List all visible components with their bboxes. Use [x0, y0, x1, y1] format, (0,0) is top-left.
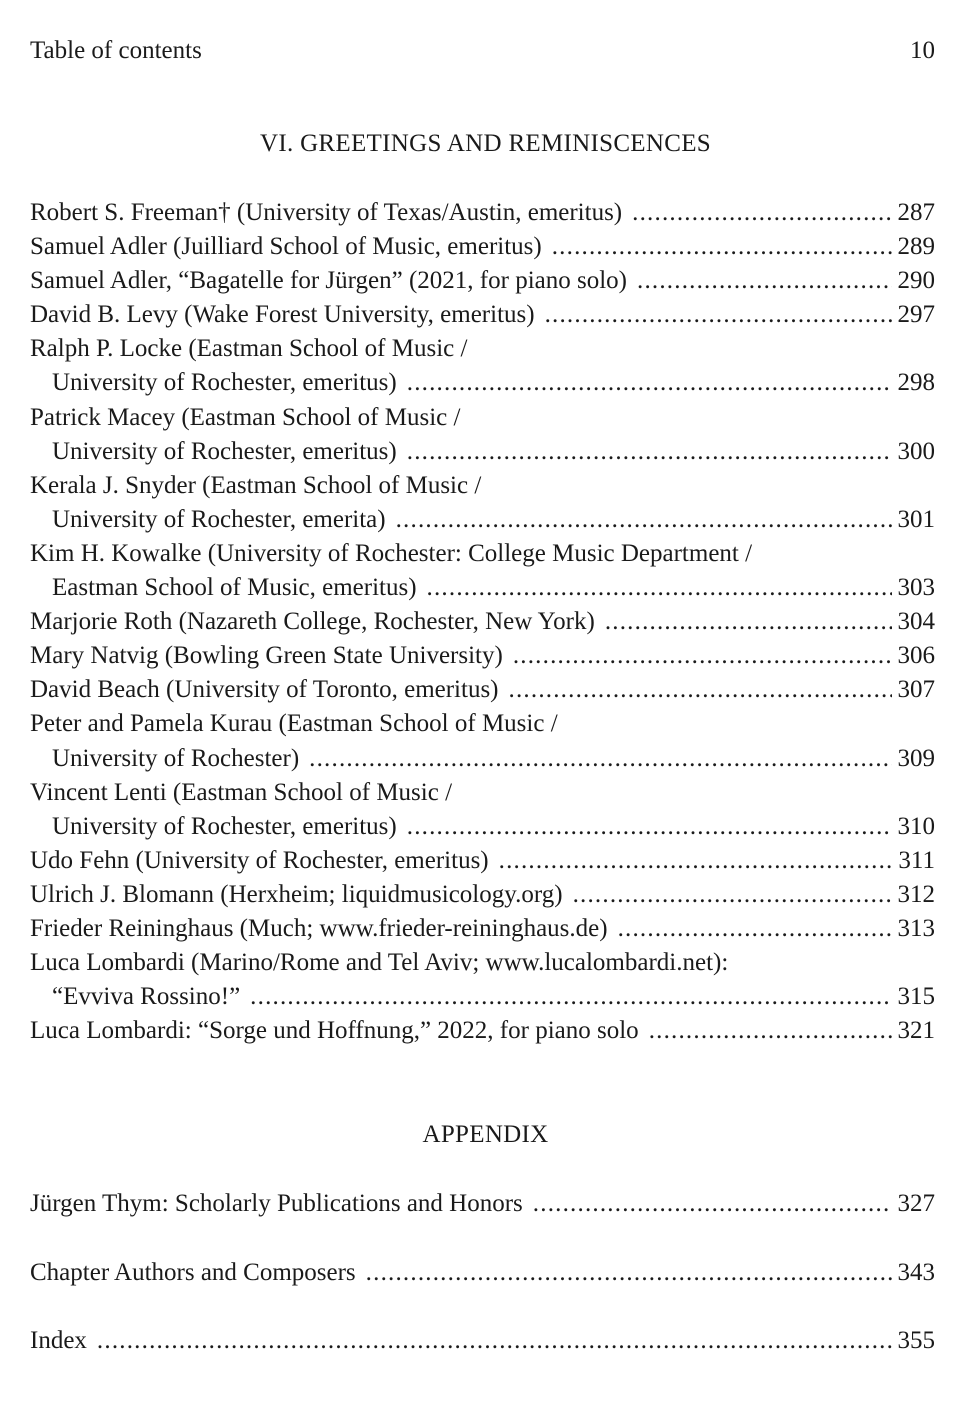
- toc-entry-page-number: 355: [897, 1327, 935, 1355]
- toc-entry-line: [30, 469, 935, 503]
- toc-entry-page-number: 321: [897, 1017, 935, 1045]
- toc-entry-page-number: 300: [897, 437, 935, 465]
- toc-entry-line: [30, 844, 935, 878]
- dot-leader: [407, 435, 892, 469]
- toc-entry-title: Ulrich J. Blomann (Herxheim; liquidmusicology.org): [30, 880, 563, 908]
- toc-entry-line: [30, 435, 935, 469]
- toc-entry-page-number: 289: [897, 233, 935, 261]
- dot-leader: [533, 1187, 892, 1221]
- toc-entry-line: [30, 1014, 935, 1048]
- dot-leader: [632, 196, 891, 230]
- toc-entry-title: Index: [30, 1327, 87, 1355]
- toc-entry[interactable]: [30, 264, 935, 298]
- toc-entry[interactable]: [30, 878, 935, 912]
- dot-leader: [250, 980, 891, 1014]
- toc-entry-line: [30, 742, 935, 776]
- section-heading-appendix: APPENDIX: [422, 1121, 549, 1148]
- dot-leader: [499, 844, 893, 878]
- toc-entry-line: [30, 571, 935, 605]
- toc-entry-title: Mary Natvig (Bowling Green State University): [30, 642, 503, 670]
- dot-leader: [427, 571, 892, 605]
- toc-entry-title: Marjorie Roth (Nazareth College, Rochester, New York): [30, 608, 595, 636]
- toc-entry-page-number: 298: [897, 369, 935, 397]
- dot-leader: [618, 912, 892, 946]
- toc-entry[interactable]: [30, 673, 935, 707]
- toc-entry-title: Eastman School of Music, emeritus): [52, 574, 417, 602]
- dot-leader: [366, 1256, 892, 1290]
- toc-entry[interactable]: [30, 707, 935, 775]
- toc-entry-title: University of Rochester, emerita): [52, 505, 386, 533]
- dot-leader: [573, 878, 892, 912]
- toc-entry-page-number: 312: [897, 880, 935, 908]
- dot-leader: [309, 742, 891, 776]
- toc-entry-page-number: 297: [897, 301, 935, 329]
- running-header: [30, 34, 935, 68]
- toc-entry-title: “Evviva Rossino!”: [52, 983, 241, 1011]
- toc-entry-title: Kerala J. Snyder (Eastman School of Music /: [30, 471, 482, 499]
- toc-entry-line: [30, 878, 935, 912]
- section-heading-greetings: VI. GREETINGS AND REMINISCENCES: [260, 130, 711, 157]
- toc-entry-title: Chapter Authors and Composers: [30, 1258, 356, 1286]
- toc-entry-line: [30, 537, 935, 571]
- toc-entry-line: [30, 980, 935, 1014]
- toc-entry-line: [30, 912, 935, 946]
- toc-entry-title: Jürgen Thym: Scholarly Publications and Honors: [30, 1190, 523, 1217]
- toc-entry[interactable]: [30, 230, 935, 264]
- toc-entry-line: [30, 298, 935, 332]
- toc-entry-line: [30, 776, 935, 810]
- dot-leader: [407, 810, 892, 844]
- toc-entry-line: [30, 332, 935, 366]
- toc-entry-title: Luca Lombardi: “Sorge und Hoffnung,” 2022, for piano solo: [30, 1017, 639, 1045]
- toc-entry-page-number: 310: [897, 812, 935, 840]
- toc-entry[interactable]: [30, 196, 935, 230]
- toc-entry-line: [30, 401, 935, 435]
- toc-entry-line: [30, 196, 935, 230]
- toc-entry[interactable]: [30, 401, 935, 469]
- toc-entry-page-number: 287: [897, 199, 935, 226]
- toc-entry-page-number: 315: [897, 983, 935, 1011]
- toc-entry-title: Vincent Lenti (Eastman School of Music /: [30, 778, 453, 806]
- dot-leader: [396, 503, 892, 537]
- toc-entry[interactable]: [30, 537, 935, 605]
- toc-entry[interactable]: [30, 605, 935, 639]
- toc-entry-title: Frieder Reininghaus (Much; www.frieder-reininghaus.de): [30, 914, 608, 942]
- toc-entry-line: [30, 1187, 935, 1221]
- toc-entry-title: Ralph P. Locke (Eastman School of Music /: [30, 335, 468, 363]
- toc-entry-title: Udo Fehn (University of Rochester, emeritus): [30, 846, 489, 874]
- toc-entry-title: Samuel Adler (Juilliard School of Music, emeritus): [30, 233, 542, 261]
- toc-entry-page-number: 301: [897, 505, 935, 533]
- toc-entry[interactable]: [30, 776, 935, 844]
- toc-entry[interactable]: [30, 1324, 935, 1358]
- toc-entry-title: David Beach (University of Toronto, emeritus): [30, 676, 499, 704]
- toc-entry-line: [30, 605, 935, 639]
- toc-entry[interactable]: [30, 1256, 935, 1290]
- toc-entry-title: Robert S. Freeman† (University of Texas/Austin, emeritus): [30, 199, 623, 226]
- dot-leader: [545, 298, 892, 332]
- toc-entry-line: [30, 639, 935, 673]
- toc-entry-title: David B. Levy (Wake Forest University, emeritus): [30, 301, 535, 329]
- toc-entry-page-number: 306: [897, 642, 935, 670]
- toc-list-greetings: [30, 196, 935, 1048]
- toc-entry-line: [30, 503, 935, 537]
- toc-entry-line: [30, 946, 935, 980]
- toc-entry[interactable]: [30, 332, 935, 400]
- toc-list-appendix: [30, 1187, 935, 1393]
- dot-leader: [97, 1324, 892, 1358]
- toc-entry-line: [30, 264, 935, 298]
- toc-entry-page-number: 309: [897, 744, 935, 772]
- dot-leader: [605, 605, 892, 639]
- toc-entry-title: Samuel Adler, “Bagatelle for Jürgen” (2021, for piano solo): [30, 267, 627, 295]
- toc-entry[interactable]: [30, 1187, 935, 1221]
- toc-entry-line: [30, 707, 935, 741]
- dot-leader: [552, 230, 892, 264]
- toc-entry-title: Kim H. Kowalke (University of Rochester: College Music Department /: [30, 539, 753, 567]
- running-header-title: Table of contents: [30, 37, 202, 64]
- toc-entry-page-number: 327: [897, 1190, 935, 1217]
- toc-entry-page-number: 313: [897, 914, 935, 942]
- toc-entry-page-number: 311: [898, 846, 935, 874]
- toc-entry[interactable]: [30, 844, 935, 878]
- dot-leader: [513, 639, 892, 673]
- toc-entry[interactable]: [30, 1014, 935, 1048]
- toc-entry[interactable]: [30, 912, 935, 946]
- toc-entry-page-number: 343: [897, 1258, 935, 1286]
- toc-entry-line: [30, 810, 935, 844]
- toc-entry-line: [30, 673, 935, 707]
- toc-entry-title: University of Rochester, emeritus): [52, 437, 397, 465]
- toc-entry-title: University of Rochester, emeritus): [52, 369, 397, 397]
- dot-leader: [509, 673, 892, 707]
- toc-entry-title: Peter and Pamela Kurau (Eastman School of Music /: [30, 710, 558, 738]
- toc-entry[interactable]: [30, 639, 935, 673]
- toc-entry-title: Luca Lombardi (Marino/Rome and Tel Aviv; www.lucalombardi.net):: [30, 949, 729, 977]
- toc-entry-page-number: 290: [897, 267, 935, 295]
- toc-entry-title: University of Rochester, emeritus): [52, 812, 397, 840]
- dot-leader: [637, 264, 892, 298]
- toc-entry-title: University of Rochester): [52, 744, 300, 772]
- toc-entry[interactable]: [30, 469, 935, 537]
- page-number: 10: [910, 37, 935, 64]
- toc-entry-line: [30, 366, 935, 400]
- toc-entry-line: [30, 1256, 935, 1290]
- dot-leader: [407, 366, 892, 400]
- toc-entry-line: [30, 230, 935, 264]
- toc-entry[interactable]: [30, 946, 935, 1014]
- dot-leader: [649, 1014, 892, 1048]
- toc-entry[interactable]: [30, 298, 935, 332]
- toc-entry-page-number: 304: [897, 608, 935, 636]
- toc-entry-title: Patrick Macey (Eastman School of Music /: [30, 403, 461, 431]
- toc-entry-page-number: 307: [897, 676, 935, 704]
- toc-entry-line: [30, 1324, 935, 1358]
- toc-entry-page-number: 303: [897, 574, 935, 602]
